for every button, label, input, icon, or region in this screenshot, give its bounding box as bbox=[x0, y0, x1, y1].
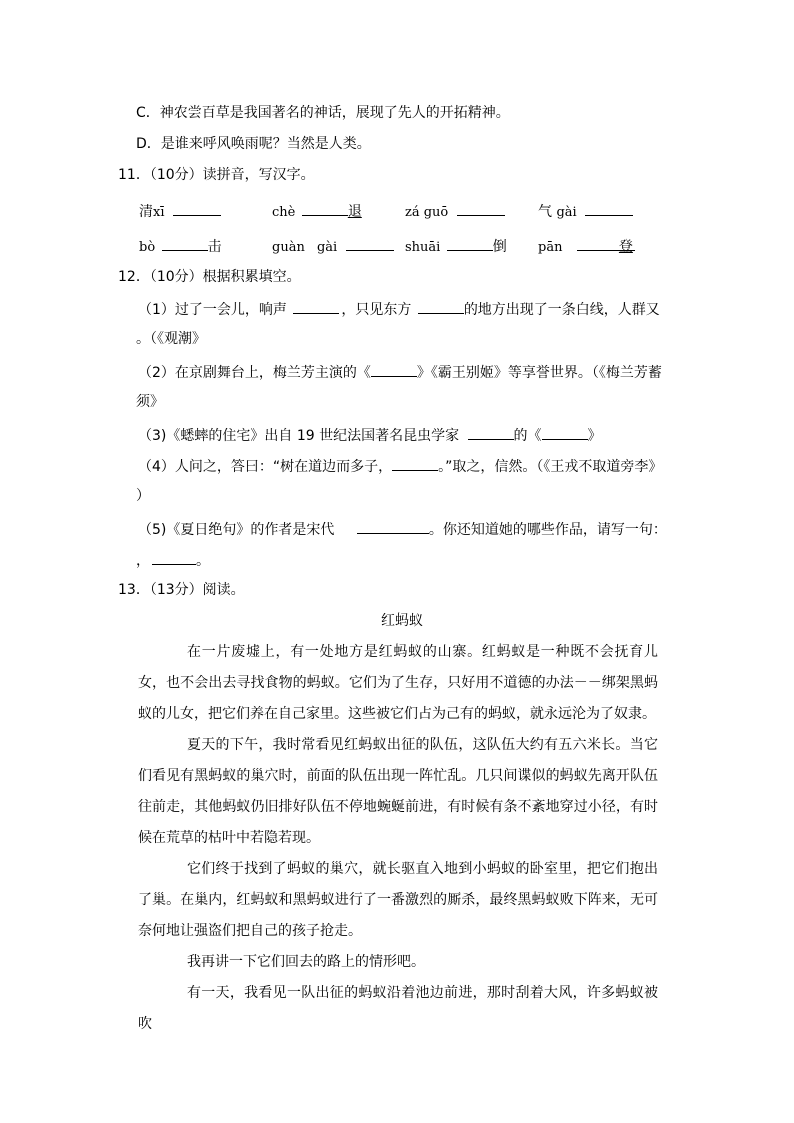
answer-blank[interactable] bbox=[302, 201, 348, 216]
answer-blank[interactable] bbox=[162, 236, 208, 251]
item-prefix: 气 bbox=[538, 204, 552, 220]
q12-s1-line2: 。（《观潮》 bbox=[136, 331, 206, 347]
answer-blank[interactable] bbox=[152, 550, 196, 565]
answer-blank[interactable] bbox=[293, 299, 339, 314]
pinyin: shuāi bbox=[405, 240, 441, 255]
q10-option-c bbox=[136, 104, 510, 122]
answer-blank[interactable] bbox=[457, 201, 505, 216]
answer-blank[interactable] bbox=[346, 236, 394, 251]
pinyin: xī bbox=[153, 205, 165, 220]
pinyin: gài bbox=[556, 205, 577, 220]
item-prefix: 清 bbox=[139, 204, 153, 220]
text: 的《 bbox=[513, 428, 542, 444]
q12-heading: 12．（10分）根据积累填空。 bbox=[118, 269, 301, 285]
q13-heading: 13．（13分）阅读。 bbox=[118, 582, 245, 598]
answer-blank[interactable] bbox=[357, 519, 429, 534]
answer-blank[interactable] bbox=[468, 425, 514, 440]
q11-item-2 bbox=[272, 201, 362, 222]
q12-s2-line1 bbox=[138, 362, 662, 382]
passage-paragraph: 在一片废墟上，有一处地方是红蚂蚁的山寨。红蚂蚁是一种既不会抚育儿女，也不会出去寻找食物的蚂蚁。它们为了生存，只好用不道德的办法－－绑架黑蚂蚁的儿女，把它们养在自己家里。这些被它们占为己有的蚂蚁，就永远沦为了奴隶。 bbox=[138, 644, 658, 722]
text: （4）人问之，答曰：“树在道边而多子， bbox=[138, 459, 393, 475]
passage-paragraph: 有一天，我看见一队出征的蚂蚁沿着池边前进，那时刮着大风，许多蚂蚁被吹 bbox=[138, 985, 658, 1032]
q11-item-6 bbox=[272, 236, 394, 257]
pinyin: chè bbox=[272, 205, 296, 220]
passage-paragraph: 我再讲一下它们回去的路上的情形吧。 bbox=[187, 954, 425, 970]
q11-item-7 bbox=[405, 236, 507, 257]
text: 。你还知道她的哪些作品，请写一句： bbox=[428, 522, 667, 538]
option-d-text: D．是谁来呼风唤雨呢？当然是人类。 bbox=[136, 136, 371, 152]
item-suffix: 登 bbox=[618, 239, 633, 255]
pinyin: bò bbox=[139, 240, 156, 255]
q11-item-8 bbox=[538, 236, 633, 257]
answer-blank[interactable] bbox=[418, 299, 464, 314]
passage-paragraph: 它们终于找到了蚂蚁的巢穴，就长驱直入地到小蚂蚁的卧室里，把它们抱出了巢。在巢内，红蚂蚁和黑蚂蚁进行了一番激烈的厮杀，最终黑蚂蚁败下阵来，无可奈何地让强盗们把自己的孩子抢走。 bbox=[138, 861, 658, 939]
text: （5)《夏日绝句》的作者是宋代 bbox=[138, 522, 339, 538]
q12-s3 bbox=[138, 425, 602, 445]
text: 。 bbox=[196, 553, 210, 569]
answer-blank[interactable] bbox=[371, 362, 417, 377]
q12-s2-line2: 须》 bbox=[136, 394, 164, 410]
text: 。”取之，信然。（《王戎不取道旁李》 bbox=[438, 459, 663, 475]
item-suffix: 击 bbox=[207, 239, 222, 255]
text: ， bbox=[136, 553, 150, 569]
q11-heading: 11．（10分）读拼音，写汉字。 bbox=[118, 167, 315, 183]
text: （2）在京剧舞台上，梅兰芳主演的《 bbox=[138, 365, 371, 381]
q11-item-5 bbox=[139, 236, 222, 257]
option-c-text: C．神农尝百草是我国著名的神话，展现了先人的开拓精神。 bbox=[136, 105, 510, 121]
passage-paragraph: 夏天的下午，我时常看见红蚂蚁出征的队伍，这队伍大约有五六米长。当它们看见有黑蚂蚁的巢穴时，前面的队伍出现一阵忙乱。几只间谍似的蚂蚁先离开队伍往前走，其他蚂蚁仍旧排好队伍不停地蜿蜒前进，有时候有条不紊地穿过小径，有时候在荒草的枯叶中若隐若现。 bbox=[138, 737, 658, 846]
q11-item-4 bbox=[538, 201, 633, 222]
text: 的地方出现了一条白线，人群又 bbox=[463, 302, 660, 318]
text: （1）过了一会儿，响声 bbox=[138, 302, 292, 318]
q12-s4-line1 bbox=[138, 456, 662, 476]
q11-item-1 bbox=[139, 201, 221, 222]
answer-blank[interactable] bbox=[447, 236, 493, 251]
q10-option-d bbox=[136, 135, 371, 153]
q12-s5-line1 bbox=[138, 519, 667, 539]
answer-blank[interactable] bbox=[542, 425, 588, 440]
text: 》 bbox=[587, 428, 602, 444]
item-suffix: 倒 bbox=[492, 239, 507, 255]
text: 》《霸王别姬》等享誉世界。（《梅兰芳蓄 bbox=[416, 365, 662, 381]
text: ，只见东方 bbox=[341, 302, 416, 318]
answer-blank[interactable] bbox=[173, 201, 221, 216]
pinyin: pān bbox=[538, 240, 563, 255]
q12-s4-line2: ） bbox=[136, 488, 150, 504]
answer-blank[interactable] bbox=[392, 456, 438, 471]
text: （3)《蟋蟀的住宅》出自 19 世纪法国著名昆虫学家 bbox=[138, 428, 464, 444]
answer-blank[interactable] bbox=[585, 201, 633, 216]
passage-title: 红蚂蚁 bbox=[381, 613, 423, 629]
pinyin: zá guō bbox=[405, 205, 449, 220]
q12-s1-line1 bbox=[138, 299, 660, 319]
q11-item-3 bbox=[405, 201, 505, 222]
item-suffix: 退 bbox=[347, 204, 362, 220]
passage-body bbox=[138, 637, 658, 1040]
q12-s5-line2 bbox=[136, 550, 210, 570]
pinyin: guàn gài bbox=[272, 240, 338, 255]
